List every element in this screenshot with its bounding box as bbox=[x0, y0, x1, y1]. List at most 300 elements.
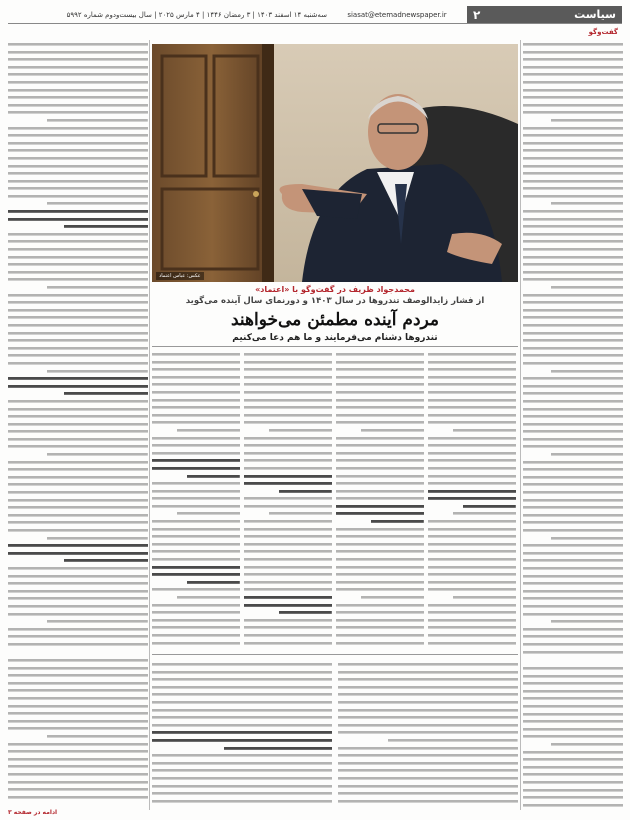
body-line bbox=[8, 336, 148, 344]
body-line bbox=[338, 782, 518, 790]
body-line bbox=[8, 306, 148, 314]
body-line bbox=[152, 502, 240, 510]
body-line bbox=[152, 759, 332, 767]
text-column-left bbox=[8, 40, 148, 652]
body-line bbox=[8, 124, 148, 132]
body-line bbox=[428, 570, 516, 578]
body-line bbox=[523, 306, 623, 314]
question-line bbox=[8, 541, 148, 549]
body-line bbox=[336, 449, 424, 457]
body-line bbox=[8, 313, 148, 321]
body-line bbox=[336, 525, 424, 533]
body-line bbox=[8, 86, 148, 94]
column-rule bbox=[149, 40, 150, 810]
body-line bbox=[523, 321, 623, 329]
body-line bbox=[8, 770, 148, 778]
body-line bbox=[8, 594, 148, 602]
body-line bbox=[523, 313, 623, 321]
body-line bbox=[244, 563, 332, 571]
body-line bbox=[152, 358, 240, 366]
body-line bbox=[8, 199, 148, 207]
body-line bbox=[8, 534, 148, 542]
body-line bbox=[523, 48, 623, 56]
question-line bbox=[152, 744, 332, 752]
question-line bbox=[244, 487, 332, 495]
body-line bbox=[152, 639, 240, 647]
body-line bbox=[523, 268, 623, 276]
body-line bbox=[8, 359, 148, 367]
body-line bbox=[428, 525, 516, 533]
body-line bbox=[336, 441, 424, 449]
body-line bbox=[8, 397, 148, 405]
body-line bbox=[523, 687, 623, 695]
body-line bbox=[523, 230, 623, 238]
body-line bbox=[152, 418, 240, 426]
body-line bbox=[244, 631, 332, 639]
body-line bbox=[244, 388, 332, 396]
body-line bbox=[8, 192, 148, 200]
body-line bbox=[523, 717, 623, 725]
body-line bbox=[428, 464, 516, 472]
body-line bbox=[8, 602, 148, 610]
body-line bbox=[523, 672, 623, 680]
body-line bbox=[523, 748, 623, 756]
body-line bbox=[244, 494, 332, 502]
body-line bbox=[523, 648, 623, 656]
question-line bbox=[336, 502, 424, 510]
body-line bbox=[428, 509, 516, 517]
body-line bbox=[523, 359, 623, 367]
body-line bbox=[336, 411, 424, 419]
body-line bbox=[8, 709, 148, 717]
body-line bbox=[152, 487, 240, 495]
body-line bbox=[336, 472, 424, 480]
body-line bbox=[8, 702, 148, 710]
body-line bbox=[336, 494, 424, 502]
body-line bbox=[338, 675, 518, 683]
body-line bbox=[152, 532, 240, 540]
body-line bbox=[523, 518, 623, 526]
body-line bbox=[8, 184, 148, 192]
body-line bbox=[8, 793, 148, 801]
body-line bbox=[336, 365, 424, 373]
body-line bbox=[336, 540, 424, 548]
body-line bbox=[336, 396, 424, 404]
body-line bbox=[8, 480, 148, 488]
body-line bbox=[523, 367, 623, 375]
headline-rule bbox=[152, 346, 518, 347]
body-line bbox=[244, 441, 332, 449]
body-line bbox=[152, 540, 240, 548]
text-column-body-2 bbox=[336, 350, 424, 650]
body-line bbox=[152, 388, 240, 396]
body-line bbox=[338, 766, 518, 774]
body-line bbox=[336, 639, 424, 647]
body-line bbox=[523, 124, 623, 132]
body-line bbox=[428, 517, 516, 525]
body-line bbox=[523, 162, 623, 170]
question-line bbox=[428, 502, 516, 510]
body-line bbox=[428, 411, 516, 419]
body-line bbox=[8, 717, 148, 725]
body-line bbox=[8, 344, 148, 352]
body-line bbox=[338, 797, 518, 805]
body-line bbox=[523, 694, 623, 702]
body-line bbox=[336, 593, 424, 601]
body-line bbox=[8, 146, 148, 154]
question-line bbox=[8, 549, 148, 557]
body-line bbox=[152, 441, 240, 449]
body-line bbox=[8, 679, 148, 687]
body-line bbox=[8, 640, 148, 648]
body-line bbox=[338, 759, 518, 767]
body-line bbox=[8, 587, 148, 595]
question-line bbox=[8, 215, 148, 223]
body-line bbox=[523, 154, 623, 162]
body-line bbox=[244, 418, 332, 426]
body-line bbox=[336, 434, 424, 442]
body-line bbox=[428, 396, 516, 404]
text-column-body-3 bbox=[244, 350, 332, 650]
body-line bbox=[8, 420, 148, 428]
body-line bbox=[428, 585, 516, 593]
body-line bbox=[152, 721, 332, 729]
body-line bbox=[152, 426, 240, 434]
body-line bbox=[523, 237, 623, 245]
body-line bbox=[8, 268, 148, 276]
body-line bbox=[244, 555, 332, 563]
body-line bbox=[152, 668, 332, 676]
body-line bbox=[244, 540, 332, 548]
body-line bbox=[152, 601, 240, 609]
body-line bbox=[428, 426, 516, 434]
body-line bbox=[8, 617, 148, 625]
body-line bbox=[8, 747, 148, 755]
question-line bbox=[8, 374, 148, 382]
body-line bbox=[523, 283, 623, 291]
body-line bbox=[523, 116, 623, 124]
body-line bbox=[8, 632, 148, 640]
body-line bbox=[523, 617, 623, 625]
body-line bbox=[152, 631, 240, 639]
question-line bbox=[244, 608, 332, 616]
body-line bbox=[152, 774, 332, 782]
question-line bbox=[244, 593, 332, 601]
body-line bbox=[244, 616, 332, 624]
body-line bbox=[8, 778, 148, 786]
body-line bbox=[8, 671, 148, 679]
body-line bbox=[336, 388, 424, 396]
body-line bbox=[523, 465, 623, 473]
body-line bbox=[8, 70, 148, 78]
body-line bbox=[152, 713, 332, 721]
body-line bbox=[523, 207, 623, 215]
body-line bbox=[8, 724, 148, 732]
body-line bbox=[338, 668, 518, 676]
body-line bbox=[8, 101, 148, 109]
body-line bbox=[244, 365, 332, 373]
body-line bbox=[336, 608, 424, 616]
body-line bbox=[8, 55, 148, 63]
body-line bbox=[523, 131, 623, 139]
body-line bbox=[8, 48, 148, 56]
body-line bbox=[8, 458, 148, 466]
body-line bbox=[523, 389, 623, 397]
body-line bbox=[152, 751, 332, 759]
body-line bbox=[523, 473, 623, 481]
body-line bbox=[8, 572, 148, 580]
body-line bbox=[152, 411, 240, 419]
body-line bbox=[244, 525, 332, 533]
question-line bbox=[244, 479, 332, 487]
body-line bbox=[428, 608, 516, 616]
body-line bbox=[523, 40, 623, 48]
body-line bbox=[523, 710, 623, 718]
body-line bbox=[523, 108, 623, 116]
body-line bbox=[523, 442, 623, 450]
body-line bbox=[336, 601, 424, 609]
body-line bbox=[523, 770, 623, 778]
question-line bbox=[152, 728, 332, 736]
body-line bbox=[8, 518, 148, 526]
body-line bbox=[523, 245, 623, 253]
body-line bbox=[244, 449, 332, 457]
body-line bbox=[523, 169, 623, 177]
body-line bbox=[523, 55, 623, 63]
body-line bbox=[523, 93, 623, 101]
body-line bbox=[152, 623, 240, 631]
body-line bbox=[336, 456, 424, 464]
body-line bbox=[428, 540, 516, 548]
body-line bbox=[428, 472, 516, 480]
body-line bbox=[8, 253, 148, 261]
zarif-photo bbox=[152, 44, 518, 282]
body-line bbox=[428, 456, 516, 464]
text-column-body-4 bbox=[152, 350, 240, 650]
body-line bbox=[152, 698, 332, 706]
body-line bbox=[8, 732, 148, 740]
body-line bbox=[428, 563, 516, 571]
body-line bbox=[523, 382, 623, 390]
body-line bbox=[523, 177, 623, 185]
body-line bbox=[336, 418, 424, 426]
question-line bbox=[152, 736, 332, 744]
body-line bbox=[523, 579, 623, 587]
body-line bbox=[523, 503, 623, 511]
body-line bbox=[428, 616, 516, 624]
body-line bbox=[152, 479, 240, 487]
body-line bbox=[523, 199, 623, 207]
body-line bbox=[8, 329, 148, 337]
body-line bbox=[428, 403, 516, 411]
body-line bbox=[523, 725, 623, 733]
body-line bbox=[523, 594, 623, 602]
body-line bbox=[8, 427, 148, 435]
body-line bbox=[338, 774, 518, 782]
body-line bbox=[523, 702, 623, 710]
body-line bbox=[8, 755, 148, 763]
deck: تندروها دشنام می‌فرمایند و ما هم دعا می‌کنیم bbox=[232, 333, 438, 343]
body-line bbox=[244, 578, 332, 586]
body-line bbox=[336, 585, 424, 593]
body-line bbox=[244, 373, 332, 381]
question-line bbox=[336, 509, 424, 517]
body-line bbox=[338, 698, 518, 706]
body-line bbox=[152, 350, 240, 358]
text-column-lower-1 bbox=[338, 660, 518, 810]
body-line bbox=[523, 78, 623, 86]
body-line bbox=[523, 184, 623, 192]
text-column-body-1 bbox=[428, 350, 516, 650]
body-line bbox=[338, 706, 518, 714]
body-line bbox=[8, 237, 148, 245]
body-line bbox=[8, 435, 148, 443]
body-line bbox=[8, 351, 148, 359]
body-line bbox=[336, 623, 424, 631]
body-line bbox=[152, 365, 240, 373]
body-line bbox=[152, 585, 240, 593]
body-line bbox=[428, 547, 516, 555]
question-line bbox=[244, 472, 332, 480]
body-line bbox=[523, 397, 623, 405]
body-line bbox=[152, 449, 240, 457]
body-line bbox=[152, 766, 332, 774]
kicker-label: گفت‌وگو bbox=[588, 28, 618, 36]
body-line bbox=[336, 631, 424, 639]
body-line bbox=[338, 713, 518, 721]
body-line bbox=[428, 601, 516, 609]
body-line bbox=[8, 108, 148, 116]
sub-title: از فشار زاید‌الوصف تندروها در سال ۱۴۰۳ و دورنمای سال آینده می‌گوید bbox=[185, 296, 485, 306]
body-line bbox=[152, 547, 240, 555]
body-line bbox=[523, 139, 623, 147]
question-line bbox=[152, 563, 240, 571]
body-line bbox=[523, 63, 623, 71]
body-line bbox=[8, 154, 148, 162]
body-line bbox=[8, 283, 148, 291]
body-line bbox=[523, 351, 623, 359]
body-line bbox=[523, 86, 623, 94]
body-line bbox=[244, 434, 332, 442]
body-line bbox=[523, 632, 623, 640]
question-line bbox=[152, 472, 240, 480]
body-line bbox=[523, 192, 623, 200]
body-line bbox=[523, 374, 623, 382]
body-line bbox=[523, 732, 623, 740]
body-line bbox=[523, 511, 623, 519]
body-line bbox=[428, 365, 516, 373]
body-line bbox=[244, 358, 332, 366]
body-line bbox=[523, 572, 623, 580]
body-line bbox=[338, 690, 518, 698]
body-line bbox=[336, 563, 424, 571]
body-line bbox=[152, 494, 240, 502]
text-column-lower-2 bbox=[152, 660, 332, 810]
body-line bbox=[523, 344, 623, 352]
body-line bbox=[8, 321, 148, 329]
body-line bbox=[338, 683, 518, 691]
body-line bbox=[336, 578, 424, 586]
body-line bbox=[428, 388, 516, 396]
body-line bbox=[523, 786, 623, 794]
question-line bbox=[8, 556, 148, 564]
body-line bbox=[244, 380, 332, 388]
body-line bbox=[336, 487, 424, 495]
body-line bbox=[428, 434, 516, 442]
question-line bbox=[152, 578, 240, 586]
body-line bbox=[523, 541, 623, 549]
body-line bbox=[244, 532, 332, 540]
body-line bbox=[8, 405, 148, 413]
body-line bbox=[8, 625, 148, 633]
body-line bbox=[523, 526, 623, 534]
body-line bbox=[244, 517, 332, 525]
body-line bbox=[152, 380, 240, 388]
page-header bbox=[8, 6, 622, 24]
body-line bbox=[523, 587, 623, 595]
body-line bbox=[244, 509, 332, 517]
body-line bbox=[8, 169, 148, 177]
section-banner bbox=[467, 6, 622, 23]
body-line bbox=[523, 625, 623, 633]
body-line bbox=[152, 396, 240, 404]
section-email: siasat@etemadnewspaper.ir bbox=[347, 10, 447, 19]
body-line bbox=[428, 555, 516, 563]
body-line bbox=[523, 664, 623, 672]
body-line bbox=[244, 623, 332, 631]
body-line bbox=[152, 373, 240, 381]
body-line bbox=[336, 350, 424, 358]
body-line bbox=[244, 639, 332, 647]
question-line bbox=[336, 517, 424, 525]
body-line bbox=[428, 373, 516, 381]
body-line bbox=[428, 593, 516, 601]
body-line bbox=[523, 763, 623, 771]
question-line bbox=[428, 487, 516, 495]
body-line bbox=[8, 139, 148, 147]
body-line bbox=[8, 488, 148, 496]
body-line bbox=[336, 358, 424, 366]
body-line bbox=[152, 525, 240, 533]
body-line bbox=[523, 755, 623, 763]
body-line bbox=[428, 479, 516, 487]
lower-rule bbox=[152, 654, 518, 655]
body-line bbox=[152, 782, 332, 790]
body-line bbox=[428, 380, 516, 388]
body-line bbox=[244, 456, 332, 464]
body-line bbox=[523, 222, 623, 230]
body-line bbox=[523, 496, 623, 504]
body-line bbox=[523, 253, 623, 261]
body-line bbox=[8, 78, 148, 86]
body-line bbox=[338, 736, 518, 744]
question-line bbox=[152, 456, 240, 464]
body-line bbox=[523, 679, 623, 687]
body-line bbox=[338, 744, 518, 752]
body-line bbox=[152, 616, 240, 624]
question-line bbox=[152, 570, 240, 578]
body-line bbox=[152, 789, 332, 797]
body-line bbox=[8, 526, 148, 534]
body-line bbox=[428, 350, 516, 358]
body-line bbox=[338, 721, 518, 729]
body-line bbox=[523, 405, 623, 413]
body-line bbox=[8, 656, 148, 664]
body-line bbox=[152, 517, 240, 525]
body-line bbox=[336, 547, 424, 555]
body-line bbox=[523, 336, 623, 344]
body-line bbox=[8, 275, 148, 283]
